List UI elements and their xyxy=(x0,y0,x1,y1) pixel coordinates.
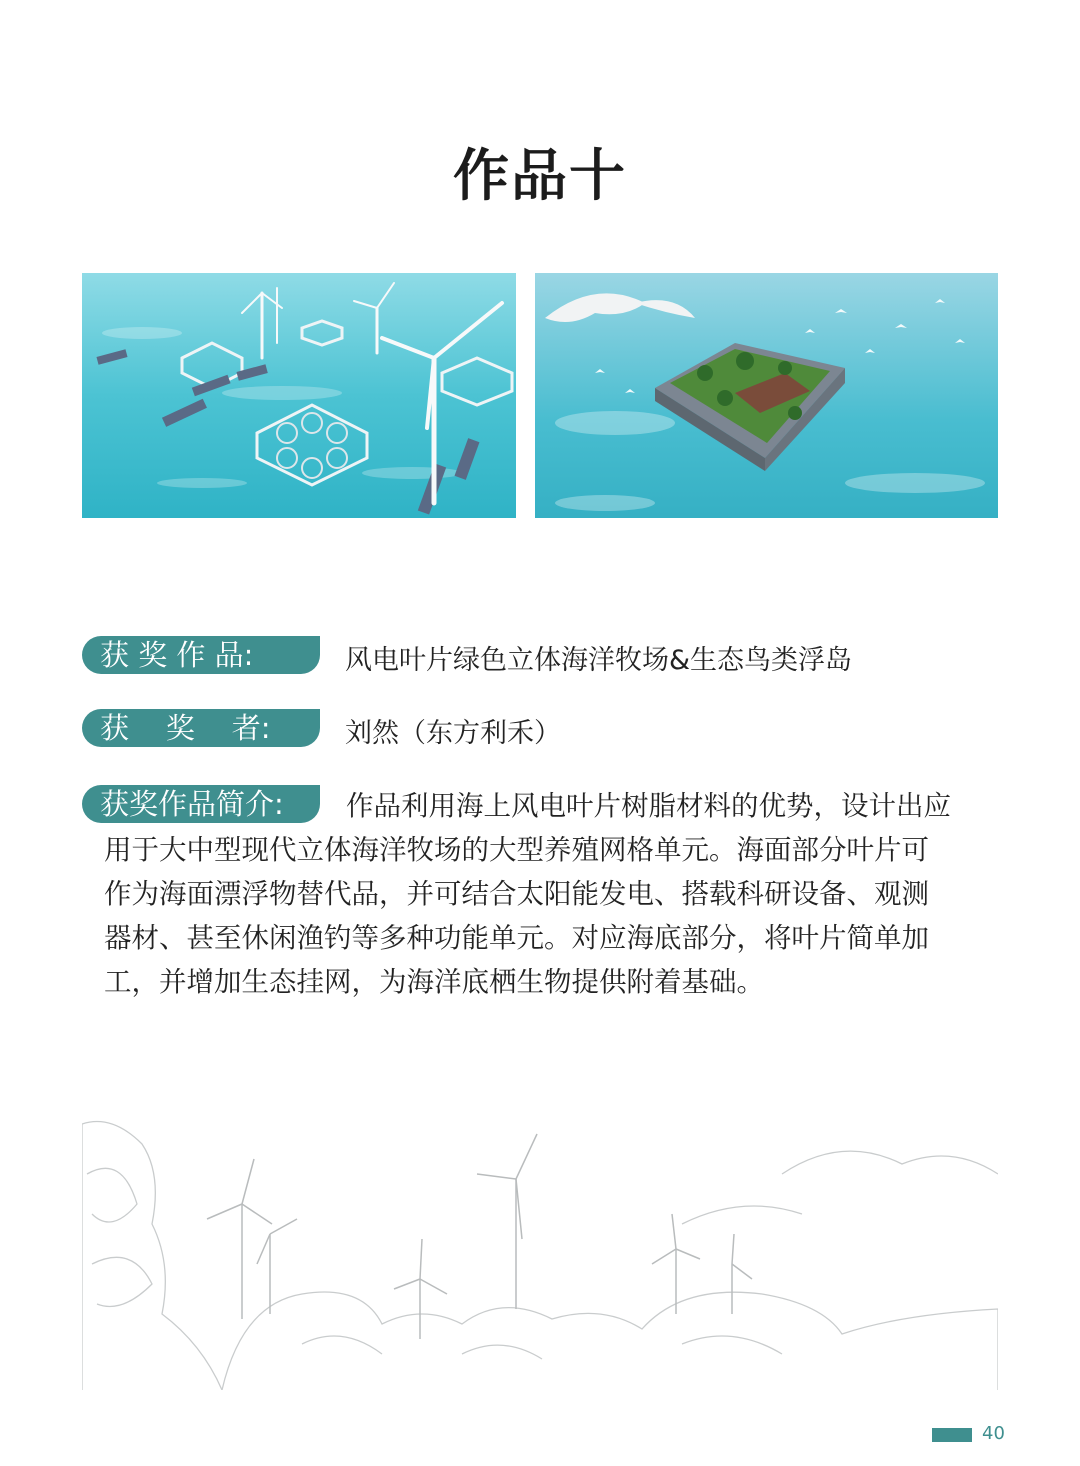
intro-line: 器材、甚至休闲渔钓等多种功能单元。对应海底部分，将叶片简单加 xyxy=(104,922,929,954)
wind-turbine-sketch-illustration xyxy=(82,1114,998,1390)
bird-island-render-image xyxy=(535,273,998,518)
winner-label: 获 奖 者: xyxy=(82,709,320,747)
intro-description xyxy=(104,784,998,1004)
intro-line: 作为海面漂浮物替代品，并可结合太阳能发电、搭载科研设备、观测 xyxy=(104,878,929,910)
page-number: 40 xyxy=(982,1423,1005,1444)
award-work-label: 获 奖 作 品: xyxy=(82,636,320,674)
winner-value: 刘然（东方利禾） xyxy=(345,718,561,749)
page-title: 作品十 xyxy=(453,144,627,209)
award-work-value: 风电叶片绿色立体海洋牧场&生态鸟类浮岛 xyxy=(345,645,853,676)
intro-line: 用于大中型现代立体海洋牧场的大型养殖网格单元。海面部分叶片可 xyxy=(104,834,929,866)
ocean-ranch-render-image xyxy=(82,273,516,518)
intro-line: 工，并增加生态挂网，为海洋底栖生物提供附着基础。 xyxy=(104,966,764,998)
intro-line: 作品利用海上风电叶片树脂材料的优势，设计出应 xyxy=(346,790,951,822)
intro-label: 获奖作品简介: xyxy=(82,785,320,823)
page-number-bar xyxy=(932,1428,972,1442)
